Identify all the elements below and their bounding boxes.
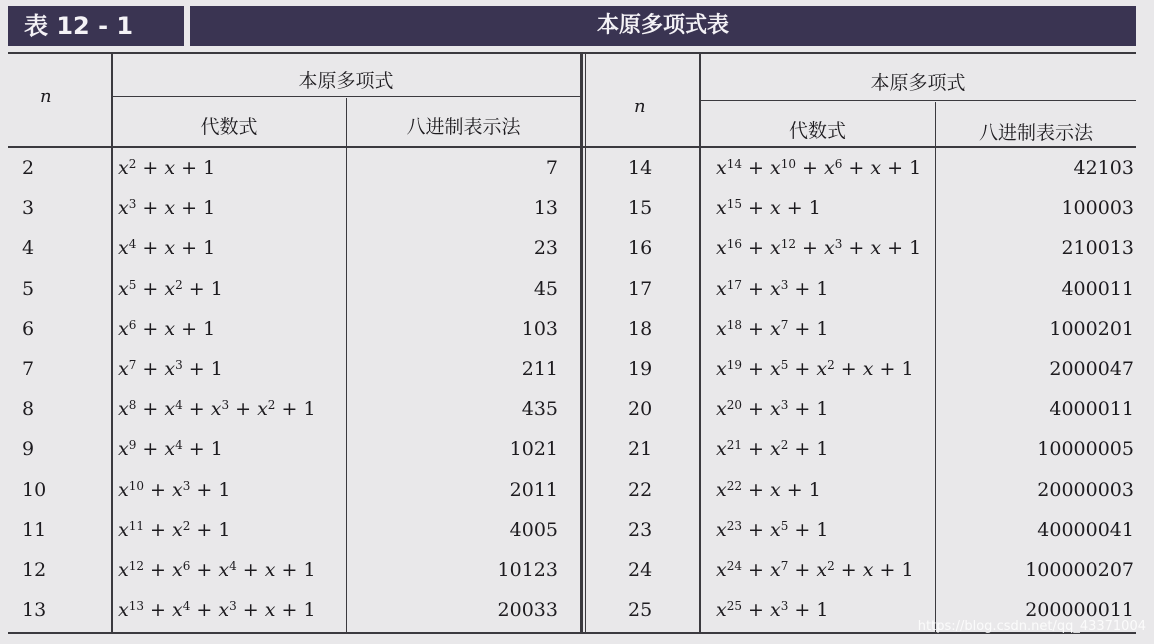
right_rows-octal: 200000011: [1025, 599, 1134, 622]
left-subheader-rule: [112, 96, 580, 97]
left_rows-octal: 10123: [497, 559, 558, 581]
left_rows-polynomial: $x^{11} + x^2 + 1$: [118, 518, 231, 541]
right_rows-polynomial: $x^{22} + x + 1$: [716, 478, 821, 501]
right_rows-polynomial: $x^{14} + x^{10} + x^6 + x + 1$: [716, 157, 922, 179]
right_rows-polynomial: $x^{24} + x^7 + x^2 + x + 1$: [716, 559, 914, 581]
left_rows-n: 10: [22, 478, 47, 501]
left_rows-n: 2: [22, 157, 35, 179]
left_rows-polynomial: $x^{13} + x^4 + x^3 + x + 1$: [118, 599, 316, 622]
left-n-header: n: [40, 86, 52, 107]
right_rows-n: 21: [628, 438, 653, 461]
left-octal-header: 八进制表示法: [406, 116, 521, 138]
left_rows-octal: 13: [533, 197, 558, 220]
right-subheader-rule: [700, 100, 1136, 101]
left_rows-polynomial: $x^2 + x + 1$: [118, 157, 216, 179]
right-n-header: n: [634, 96, 646, 117]
left_rows-n: 6: [22, 317, 35, 340]
right_rows-n: 25: [628, 599, 653, 622]
right_rows-polynomial: $x^{25} + x^3 + 1$: [716, 599, 829, 622]
left_rows-octal: 211: [521, 358, 558, 380]
left_rows-polynomial: $x^6 + x + 1$: [118, 317, 216, 340]
right_rows-n: 23: [628, 518, 653, 541]
watermark-text: https://blog.csdn.net/qq_43371004: [917, 619, 1146, 634]
table-title: 本原多项式表: [190, 6, 1136, 46]
left_rows-polynomial: $x^4 + x + 1$: [118, 237, 216, 260]
right-octal-header: 八进制表示法: [978, 122, 1093, 144]
right_rows-n: 20: [628, 398, 653, 421]
right_rows-n: 18: [628, 317, 653, 340]
right_rows-octal: 1000201: [1049, 317, 1134, 340]
right_rows-octal: 400011: [1061, 277, 1134, 300]
left_rows-octal: 20033: [497, 599, 558, 622]
right_rows-octal: 10000005: [1037, 438, 1134, 461]
left_rows-octal: 4005: [509, 518, 558, 541]
header-bottom-rule: [8, 146, 1136, 148]
left_rows-n: 3: [22, 197, 35, 220]
right_rows-n: 24: [628, 559, 653, 581]
right_rows-polynomial: $x^{23} + x^5 + 1$: [716, 518, 829, 541]
right_rows-n: 14: [628, 157, 653, 179]
left_rows-polynomial: $x^5 + x^2 + 1$: [118, 277, 223, 300]
left_rows-polynomial: $x^8 + x^4 + x^3 + x^2 + 1$: [118, 398, 316, 421]
right_rows-n: 19: [628, 358, 653, 380]
left_rows-octal: 103: [521, 317, 558, 340]
center-divider: [580, 52, 583, 632]
table-number-label: 表 12 - 1: [8, 6, 184, 46]
right_rows-n: 16: [628, 237, 653, 260]
right_rows-octal: 42103: [1073, 157, 1134, 179]
right_rows-polynomial: $x^{15} + x + 1$: [716, 197, 821, 220]
left-n-divider: [111, 52, 113, 632]
left_rows-n: 12: [22, 559, 47, 581]
center-divider-inner: [585, 52, 586, 632]
left_rows-octal: 7: [545, 157, 558, 179]
right_rows-polynomial: $x^{16} + x^{12} + x^3 + x + 1$: [716, 237, 922, 260]
right_rows-n: 17: [628, 277, 653, 300]
right_rows-n: 22: [628, 478, 653, 501]
left_rows-n: 5: [22, 277, 35, 300]
left_rows-n: 8: [22, 398, 35, 421]
left-primitive-header: 本原多项式: [298, 70, 394, 92]
left_rows-octal: 435: [521, 398, 558, 421]
left_rows-octal: 2011: [509, 478, 558, 501]
right_rows-polynomial: $x^{17} + x^3 + 1$: [716, 277, 829, 300]
left_rows-n: 4: [22, 237, 35, 260]
right_rows-polynomial: $x^{18} + x^7 + 1$: [716, 317, 829, 340]
left_rows-n: 11: [22, 518, 47, 541]
left_rows-n: 9: [22, 438, 35, 461]
right-algebraic-header: 代数式: [788, 120, 846, 142]
right_rows-octal: 40000041: [1037, 518, 1134, 541]
left_rows-polynomial: $x^9 + x^4 + 1$: [118, 438, 223, 461]
left_rows-octal: 1021: [509, 438, 558, 461]
left_rows-octal: 23: [533, 237, 558, 260]
left_rows-n: 7: [22, 358, 35, 380]
left_rows-polynomial: $x^7 + x^3 + 1$: [118, 358, 223, 380]
right_rows-polynomial: $x^{19} + x^5 + x^2 + x + 1$: [716, 358, 914, 380]
left-algebraic-header: 代数式: [200, 116, 258, 138]
right_rows-octal: 4000011: [1049, 398, 1134, 421]
right_rows-octal: 100003: [1061, 197, 1134, 220]
left_rows-polynomial: $x^{10} + x^3 + 1$: [118, 478, 231, 501]
right_rows-octal: 2000047: [1049, 358, 1134, 380]
left_rows-n: 13: [22, 599, 47, 622]
right_rows-n: 15: [628, 197, 653, 220]
right_rows-polynomial: $x^{21} + x^2 + 1$: [716, 438, 829, 461]
top-rule: [8, 52, 1136, 54]
left_rows-polynomial: $x^3 + x + 1$: [118, 197, 216, 220]
right_rows-polynomial: $x^{20} + x^3 + 1$: [716, 398, 829, 421]
left_rows-polynomial: $x^{12} + x^6 + x^4 + x + 1$: [118, 559, 316, 581]
right-primitive-header: 本原多项式: [870, 72, 966, 94]
left_rows-octal: 45: [533, 277, 558, 300]
right_rows-octal: 100000207: [1025, 559, 1134, 581]
right_rows-octal: 210013: [1061, 237, 1134, 260]
right_rows-octal: 20000003: [1037, 478, 1134, 501]
